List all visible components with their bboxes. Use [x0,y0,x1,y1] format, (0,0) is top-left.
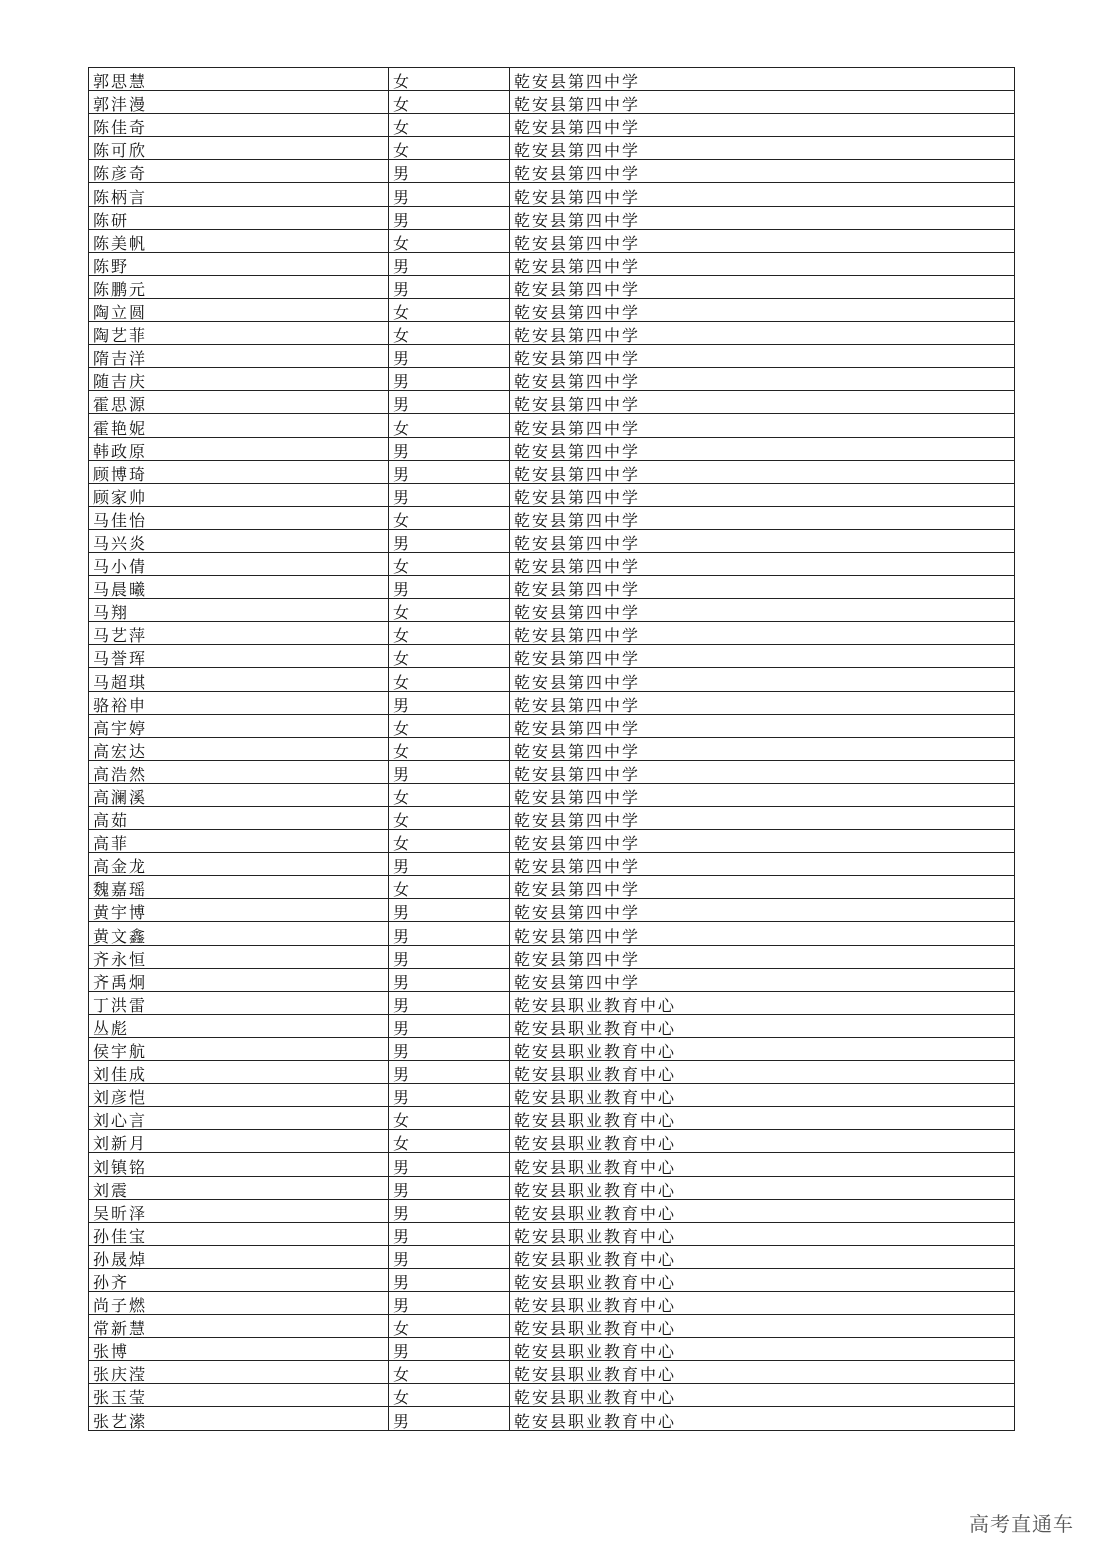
cell-gender: 女 [389,737,510,760]
cell-name: 黄文鑫 [89,922,389,945]
cell-gender: 女 [389,114,510,137]
table-row [89,414,1015,437]
table-row [89,760,1015,783]
cell-name: 孙晟焯 [89,1245,389,1268]
table-row [89,460,1015,483]
cell-gender: 女 [389,622,510,645]
table-row [89,1176,1015,1199]
cell-name: 郭沣漫 [89,91,389,114]
cell-school: 乾安县职业教育中心 [510,1014,1015,1037]
cell-school: 乾安县职业教育中心 [510,1199,1015,1222]
cell-name: 黄宇博 [89,899,389,922]
cell-name: 侯宇航 [89,1037,389,1060]
cell-name: 骆裕申 [89,691,389,714]
cell-name: 高澜溪 [89,783,389,806]
table-row [89,437,1015,460]
cell-name: 刘新月 [89,1130,389,1153]
table-row [89,91,1015,114]
cell-school: 乾安县第四中学 [510,460,1015,483]
table-row [89,275,1015,298]
cell-name: 陈研 [89,206,389,229]
cell-school: 乾安县第四中学 [510,552,1015,575]
cell-school: 乾安县第四中学 [510,529,1015,552]
cell-name: 陈美帆 [89,229,389,252]
cell-school: 乾安县第四中学 [510,830,1015,853]
cell-name: 韩政原 [89,437,389,460]
cell-gender: 男 [389,691,510,714]
cell-school: 乾安县第四中学 [510,899,1015,922]
cell-gender: 男 [389,1199,510,1222]
cell-gender: 男 [389,391,510,414]
table-row [89,807,1015,830]
cell-name: 马兴炎 [89,529,389,552]
cell-gender: 女 [389,68,510,91]
table-row [89,1199,1015,1222]
cell-name: 陈佳奇 [89,114,389,137]
table-row [89,1268,1015,1291]
cell-gender: 男 [389,1407,510,1430]
table-row [89,737,1015,760]
cell-gender: 男 [389,275,510,298]
cell-school: 乾安县第四中学 [510,506,1015,529]
cell-name: 隋吉洋 [89,345,389,368]
cell-gender: 女 [389,1361,510,1384]
cell-gender: 女 [389,645,510,668]
cell-school: 乾安县第四中学 [510,229,1015,252]
cell-name: 高浩然 [89,760,389,783]
table-row [89,645,1015,668]
roster-table [88,67,1015,1431]
cell-gender: 男 [389,968,510,991]
cell-name: 陈野 [89,252,389,275]
table-row [89,529,1015,552]
cell-name: 郭思慧 [89,68,389,91]
cell-gender: 男 [389,1268,510,1291]
cell-gender: 男 [389,252,510,275]
cell-gender: 女 [389,298,510,321]
cell-school: 乾安县职业教育中心 [510,1084,1015,1107]
table-row [89,483,1015,506]
table-row [89,368,1015,391]
cell-gender: 男 [389,576,510,599]
cell-name: 常新慧 [89,1315,389,1338]
cell-gender: 女 [389,668,510,691]
cell-gender: 女 [389,1107,510,1130]
cell-gender: 男 [389,1245,510,1268]
cell-school: 乾安县第四中学 [510,783,1015,806]
cell-gender: 男 [389,760,510,783]
table-row [89,691,1015,714]
table-row [89,1315,1015,1338]
cell-gender: 女 [389,876,510,899]
cell-gender: 女 [389,1315,510,1338]
cell-school: 乾安县职业教育中心 [510,1061,1015,1084]
cell-school: 乾安县第四中学 [510,414,1015,437]
cell-school: 乾安县第四中学 [510,298,1015,321]
cell-name: 马翔 [89,599,389,622]
cell-school: 乾安县职业教育中心 [510,1037,1015,1060]
cell-gender: 女 [389,830,510,853]
cell-school: 乾安县第四中学 [510,137,1015,160]
table-row [89,1130,1015,1153]
table-row [89,229,1015,252]
cell-gender: 男 [389,183,510,206]
cell-school: 乾安县第四中学 [510,576,1015,599]
cell-gender: 女 [389,552,510,575]
cell-name: 陈鹏元 [89,275,389,298]
cell-school: 乾安县第四中学 [510,368,1015,391]
cell-name: 刘镇铭 [89,1153,389,1176]
table-row [89,1291,1015,1314]
cell-name: 张玉莹 [89,1384,389,1407]
cell-school: 乾安县第四中学 [510,391,1015,414]
cell-name: 丁洪雷 [89,991,389,1014]
cell-gender: 男 [389,345,510,368]
cell-name: 张博 [89,1338,389,1361]
table-row [89,1037,1015,1060]
cell-school: 乾安县职业教育中心 [510,1315,1015,1338]
cell-name: 孙佳宝 [89,1222,389,1245]
cell-school: 乾安县第四中学 [510,275,1015,298]
cell-school: 乾安县第四中学 [510,345,1015,368]
table-row [89,552,1015,575]
cell-name: 尚子燃 [89,1291,389,1314]
table-row [89,668,1015,691]
cell-school: 乾安县第四中学 [510,945,1015,968]
table-row [89,298,1015,321]
cell-school: 乾安县第四中学 [510,437,1015,460]
cell-name: 魏嘉瑶 [89,876,389,899]
table-row [89,830,1015,853]
cell-gender: 男 [389,437,510,460]
cell-gender: 男 [389,1153,510,1176]
table-row [89,183,1015,206]
table-row [89,1153,1015,1176]
table-row [89,506,1015,529]
cell-gender: 男 [389,1014,510,1037]
cell-gender: 男 [389,529,510,552]
cell-school: 乾安县第四中学 [510,114,1015,137]
cell-school: 乾安县职业教育中心 [510,1176,1015,1199]
cell-school: 乾安县第四中学 [510,599,1015,622]
cell-name: 顾家帅 [89,483,389,506]
table-row [89,576,1015,599]
cell-name: 孙齐 [89,1268,389,1291]
cell-gender: 男 [389,368,510,391]
cell-gender: 男 [389,853,510,876]
cell-school: 乾安县第四中学 [510,691,1015,714]
cell-name: 陶艺菲 [89,322,389,345]
cell-gender: 男 [389,160,510,183]
cell-name: 吴昕泽 [89,1199,389,1222]
cell-school: 乾安县第四中学 [510,183,1015,206]
cell-school: 乾安县第四中学 [510,760,1015,783]
table-row [89,1407,1015,1430]
table-row [89,206,1015,229]
cell-name: 齐永恒 [89,945,389,968]
cell-gender: 女 [389,783,510,806]
table-row [89,968,1015,991]
cell-gender: 男 [389,1037,510,1060]
cell-school: 乾安县第四中学 [510,322,1015,345]
cell-name: 随吉庆 [89,368,389,391]
cell-school: 乾安县第四中学 [510,483,1015,506]
table-row [89,991,1015,1014]
cell-school: 乾安县第四中学 [510,737,1015,760]
cell-school: 乾安县第四中学 [510,91,1015,114]
table-row [89,899,1015,922]
table-row [89,783,1015,806]
table-row [89,160,1015,183]
table-row [89,1222,1015,1245]
cell-name: 刘震 [89,1176,389,1199]
table-row [89,68,1015,91]
table-row [89,945,1015,968]
cell-school: 乾安县职业教育中心 [510,1338,1015,1361]
table-row [89,853,1015,876]
cell-name: 刘佳成 [89,1061,389,1084]
cell-name: 高金龙 [89,853,389,876]
watermark: 高考直通车 [969,1512,1074,1536]
cell-school: 乾安县职业教育中心 [510,1361,1015,1384]
cell-gender: 女 [389,322,510,345]
cell-gender: 男 [389,1084,510,1107]
cell-name: 高宇婷 [89,714,389,737]
cell-school: 乾安县职业教育中心 [510,1107,1015,1130]
cell-school: 乾安县第四中学 [510,252,1015,275]
cell-gender: 女 [389,714,510,737]
table-row [89,714,1015,737]
cell-name: 马超琪 [89,668,389,691]
cell-school: 乾安县职业教育中心 [510,1268,1015,1291]
cell-gender: 男 [389,460,510,483]
cell-school: 乾安县第四中学 [510,807,1015,830]
cell-name: 马晨曦 [89,576,389,599]
cell-gender: 女 [389,137,510,160]
table-row [89,137,1015,160]
cell-gender: 男 [389,991,510,1014]
cell-name: 陈柄言 [89,183,389,206]
cell-gender: 女 [389,229,510,252]
cell-school: 乾安县第四中学 [510,668,1015,691]
cell-gender: 男 [389,922,510,945]
cell-name: 刘彦恺 [89,1084,389,1107]
table-row [89,599,1015,622]
table-row [89,1384,1015,1407]
cell-gender: 男 [389,1222,510,1245]
table-row [89,1338,1015,1361]
cell-name: 霍思源 [89,391,389,414]
cell-school: 乾安县职业教育中心 [510,1384,1015,1407]
roster-body [89,68,1015,1431]
table-row [89,922,1015,945]
cell-school: 乾安县职业教育中心 [510,991,1015,1014]
cell-name: 陈彦奇 [89,160,389,183]
cell-school: 乾安县职业教育中心 [510,1153,1015,1176]
cell-school: 乾安县第四中学 [510,160,1015,183]
cell-gender: 女 [389,91,510,114]
table-row [89,252,1015,275]
cell-school: 乾安县职业教育中心 [510,1291,1015,1314]
cell-school: 乾安县职业教育中心 [510,1245,1015,1268]
cell-name: 丛彪 [89,1014,389,1037]
cell-school: 乾安县第四中学 [510,968,1015,991]
cell-school: 乾安县第四中学 [510,922,1015,945]
cell-gender: 女 [389,414,510,437]
table-row [89,1245,1015,1268]
cell-school: 乾安县职业教育中心 [510,1222,1015,1245]
cell-school: 乾安县第四中学 [510,645,1015,668]
cell-name: 马小倩 [89,552,389,575]
table-row [89,1061,1015,1084]
cell-name: 陈可欣 [89,137,389,160]
cell-gender: 男 [389,945,510,968]
cell-name: 马誉珲 [89,645,389,668]
cell-name: 张艺潆 [89,1407,389,1430]
cell-name: 马艺萍 [89,622,389,645]
cell-gender: 男 [389,483,510,506]
cell-name: 高宏达 [89,737,389,760]
table-row [89,391,1015,414]
cell-name: 齐禹炯 [89,968,389,991]
cell-name: 马佳怡 [89,506,389,529]
cell-school: 乾安县第四中学 [510,68,1015,91]
cell-gender: 男 [389,206,510,229]
cell-gender: 女 [389,1130,510,1153]
cell-gender: 女 [389,1384,510,1407]
table-row [89,1107,1015,1130]
cell-school: 乾安县第四中学 [510,206,1015,229]
cell-gender: 男 [389,1291,510,1314]
cell-gender: 女 [389,506,510,529]
cell-school: 乾安县职业教育中心 [510,1407,1015,1430]
table-row [89,1084,1015,1107]
cell-school: 乾安县第四中学 [510,853,1015,876]
cell-gender: 女 [389,807,510,830]
cell-gender: 男 [389,1176,510,1199]
cell-school: 乾安县第四中学 [510,622,1015,645]
table-row [89,345,1015,368]
table-row [89,622,1015,645]
table-row [89,322,1015,345]
cell-gender: 女 [389,599,510,622]
cell-school: 乾安县职业教育中心 [510,1130,1015,1153]
table-row [89,114,1015,137]
table-row [89,1014,1015,1037]
cell-gender: 男 [389,1061,510,1084]
cell-name: 刘心言 [89,1107,389,1130]
cell-name: 高茹 [89,807,389,830]
cell-gender: 男 [389,1338,510,1361]
cell-name: 张庆滢 [89,1361,389,1384]
cell-name: 霍艳妮 [89,414,389,437]
cell-name: 高菲 [89,830,389,853]
cell-name: 陶立圆 [89,298,389,321]
cell-school: 乾安县第四中学 [510,876,1015,899]
table-row [89,1361,1015,1384]
cell-gender: 男 [389,899,510,922]
table-row [89,876,1015,899]
cell-name: 顾博琦 [89,460,389,483]
cell-school: 乾安县第四中学 [510,714,1015,737]
